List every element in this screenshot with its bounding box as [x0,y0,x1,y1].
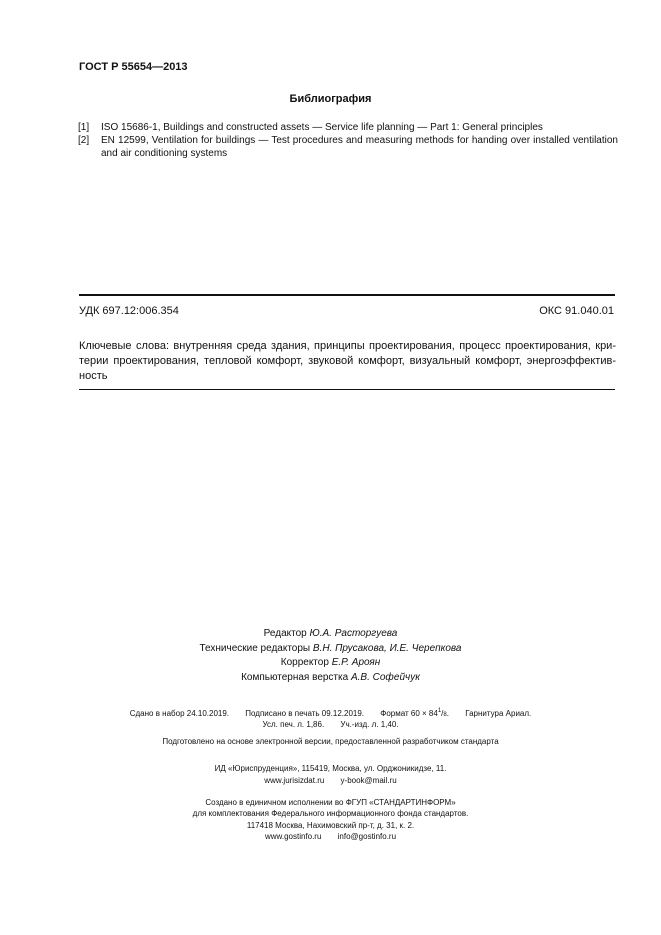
top-divider [79,294,615,296]
imprint-created: Создано в единичном исполнении во ФГУП «СТАНДАРТИНФОРМ» [205,798,456,807]
credit-role: Компьютерная верстка [241,671,349,683]
credit-name: А.В. Софейчук [350,671,420,683]
imprint-gost-contacts [0,830,661,843]
bibliography-title: Библиография [289,93,372,105]
imprint-created-for: для комплектования Федерального информационного фонда стандартов. [192,809,469,818]
bibliography-item [78,134,618,160]
publisher-website-link[interactable]: www.jurisizdat.ru [264,776,325,785]
credit-role: Редактор [263,628,307,639]
imprint-typeface: Гарнитура Ариал. [465,709,532,718]
gostinfo-email-link[interactable]: info@gostinfo.ru [337,832,397,841]
credit-editor [0,627,661,642]
bibliography-item-text: ISO 15686-1, Buildings and constructed assets — Service life planning — Part 1: General principles [101,122,543,133]
imprint-print-sheets: Усл. печ. л. 1,86. [262,720,325,729]
publisher-email-link[interactable]: y-book@mail.ru [340,776,397,785]
bottom-divider [79,389,615,390]
udk-code: УДК 697.12:006.354 [79,305,179,317]
imprint-format [380,709,449,718]
format-slash: / [441,709,444,718]
imprint-prepared: Подготовлено на основе электронной версии, предоставленной разработчиком стандарта [162,737,499,746]
bibliography-item [78,121,618,134]
format-text: Формат 60 × 84 [380,709,438,718]
imprint-publisher: ИД «Юриспруденция», 115419, Москва, ул. Орджоникидзе, 11. [214,764,447,773]
credit-name: В.Н. Прусакова, И.Е. Черепкова [312,642,462,654]
imprint-publ-sheets: Уч.-изд. л. 1,40. [340,720,399,729]
format-sup: 1 [437,708,442,714]
keywords-line: Ключевые слова: внутренняя среда здания, принципы проектирования, процесс проектирования, кри- [79,340,616,352]
oks-code: ОКС 91.040.01 [539,305,614,317]
gostinfo-website-link[interactable]: www.gostinfo.ru [264,832,322,841]
format-sub: 8 [443,712,447,718]
keywords-block [79,339,616,384]
bibliography-item-text: EN 12599, Ventilation for buildings — Test procedures and measuring methods for handing over installed ventilation and air conditioning systems [101,135,618,159]
bibliography-item-number: [2] [78,135,90,146]
credit-tech-editors [0,642,661,657]
credit-role: Корректор [280,657,329,668]
credits-block [0,627,661,685]
credit-role: Технические редакторы [199,642,311,654]
keywords-line: ность [79,370,108,382]
imprint-signed: Подписано в печать 09.12.2019. [245,709,365,718]
standard-code: ГОСТ Р 55654—2013 [79,61,188,73]
imprint-sheets-line [0,718,661,731]
credit-corrector [0,656,661,671]
credit-name: Е.Р. Ароян [331,657,381,668]
imprint-address: 117418 Москва, Нахимовский пр-т, д. 31, к. 2. [246,821,415,830]
keywords-line: терии проектирования, тепловой комфорт, звуковой комфорт, визуальный комфорт, энергоэффектив- [79,355,616,367]
credit-name: Ю.А. Расторгуева [309,628,398,639]
imprint-submitted: Сдано в набор 24.10.2019. [129,709,230,718]
format-suffix: . [446,709,449,718]
imprint-publisher-contacts [0,774,661,787]
bibliography-item-number: [1] [78,122,90,133]
credit-layout [0,671,661,686]
